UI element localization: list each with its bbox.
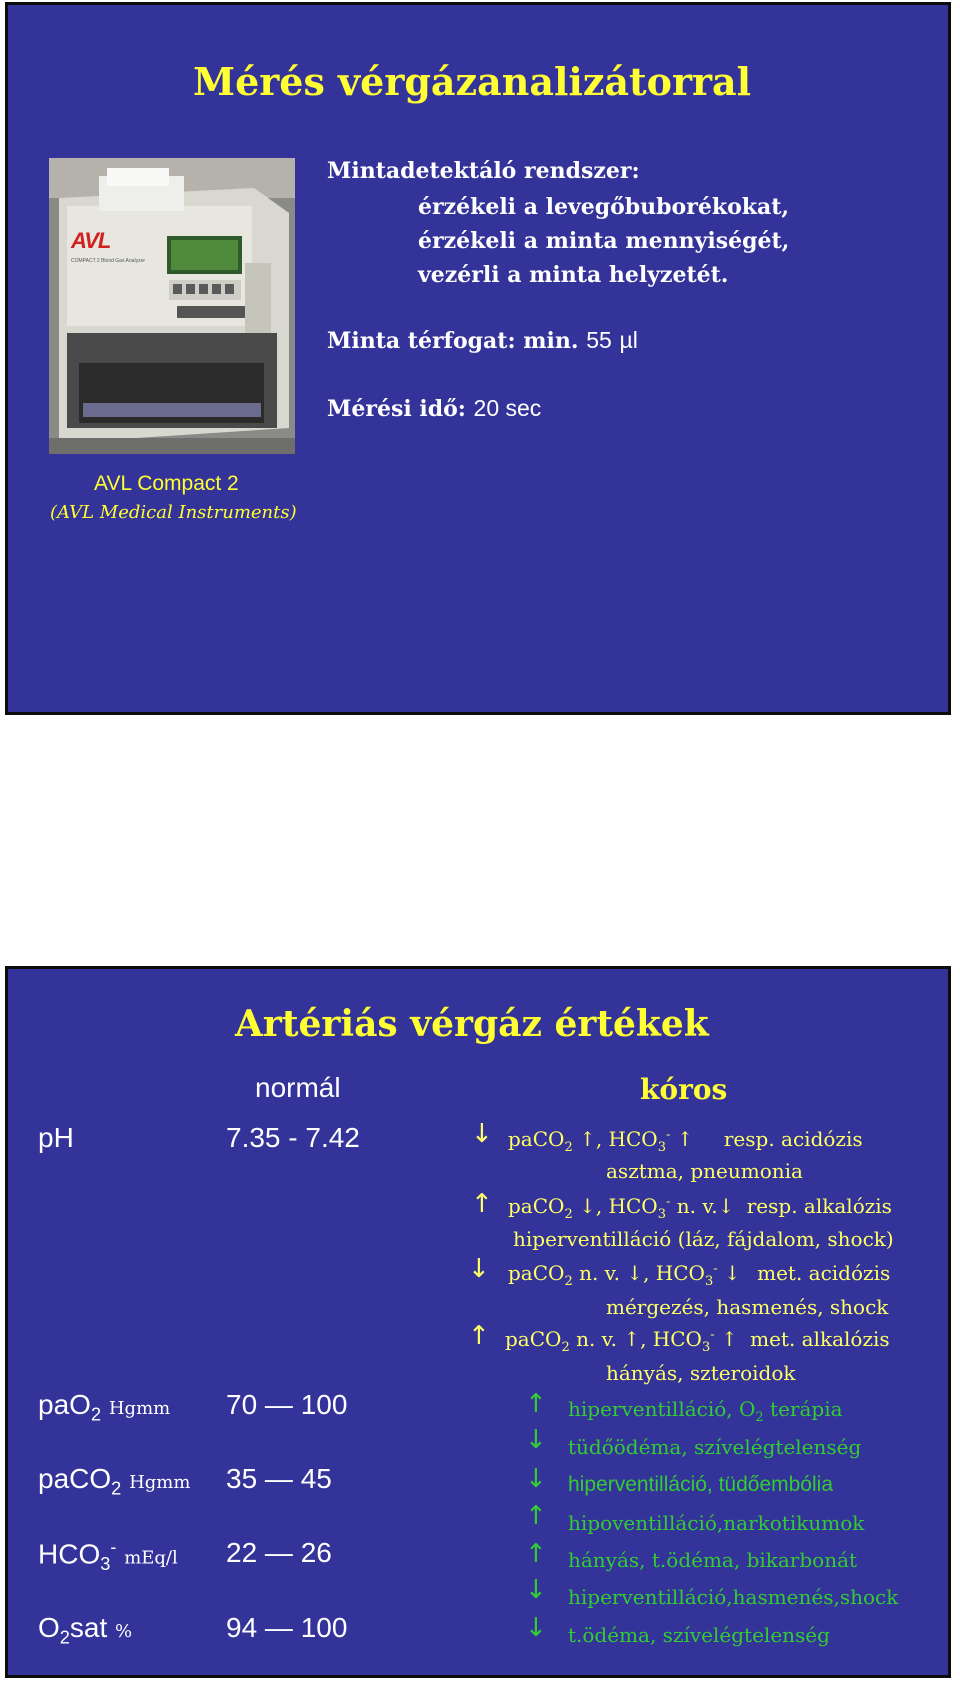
ph-range: 7.35 - 7.42 [226, 1122, 360, 1153]
bullet-3: vezérli a minta helyzetét. [418, 262, 729, 288]
sub-2: 2 [111, 1478, 122, 1499]
paco2-label-text: paCO [38, 1463, 112, 1494]
pao2-up-text: hiperventilláció, O [568, 1397, 756, 1421]
hco3-up-cause: hányás, t.ödéma, bikarbonát [568, 1548, 858, 1572]
hco3-up-arrow: ↑ [525, 1539, 547, 1569]
pao2-up-cause [568, 1397, 843, 1425]
ph-entry-3-hco3: n. v. ↓, HCO [572, 1261, 705, 1285]
sub-3: 3 [701, 1340, 711, 1355]
sub-2: 2 [564, 1207, 573, 1222]
o2sat-range: 94 — 100 [226, 1612, 348, 1643]
sup-minus: - [713, 1261, 718, 1277]
pao2-unit: Hgmm [108, 1398, 171, 1419]
pao2-up-arrow: ↑ [525, 1389, 547, 1419]
ph-entry-3-line1 [508, 1261, 890, 1289]
ph-entry-2-line2: hiperventilláció (láz, fájdalom, shock) [513, 1227, 894, 1251]
ph-entry-2-paco2: paCO [508, 1194, 565, 1218]
sup-minus: - [665, 1194, 671, 1210]
ph-entry-4-diagnosis: met. alkalózis [750, 1327, 890, 1351]
sample-volume [327, 327, 638, 354]
o2sat-down-arrow: ↓ [525, 1613, 547, 1643]
paco2-down-arrow: ↓ [525, 1464, 547, 1494]
o2sat-down-cause: t.ödéma, szívelégtelenség [568, 1623, 830, 1647]
measurement-time [327, 395, 541, 422]
paco2-down-cause: hiperventilláció, tüdőembólia [568, 1473, 833, 1496]
sub-2: 2 [564, 1274, 573, 1289]
slide-2 [5, 966, 951, 1678]
ph-entry-2-arrow: ↑ [471, 1189, 493, 1219]
ph-entry-2-diagnosis: resp. alkalózis [746, 1194, 892, 1218]
paco2-up-cause: hipoventilláció,narkotikumok [568, 1511, 865, 1535]
measurement-time-value: 20 sec [473, 395, 542, 421]
ph-entry-2-trend: n. v.↓ [670, 1194, 735, 1218]
sample-volume-label: Minta térfogat: min. [327, 328, 579, 354]
ph-entry-2-hco3: ↓, HCO [572, 1194, 658, 1218]
column-header-normal: normál [255, 1072, 341, 1103]
ph-entry-1-line2: asztma, pneumonia [606, 1159, 803, 1183]
pao2-range: 70 — 100 [226, 1389, 348, 1420]
ph-entry-3-arrow: ↓ [468, 1254, 490, 1284]
slide-2-title: Artériás vérgáz értékek [235, 1003, 709, 1045]
pao2-down-arrow: ↓ [525, 1425, 547, 1455]
o2sat-unit: % [115, 1621, 133, 1642]
ph-entry-4-line2: hányás, szteroidok [606, 1361, 796, 1385]
ph-entry-4-paco2: paCO [505, 1327, 562, 1351]
paco2-unit: Hgmm [129, 1472, 191, 1493]
hco3-range: 22 — 26 [226, 1537, 332, 1568]
caption-device: AVL Compact 2 [94, 472, 239, 495]
ph-entry-1-paco2: paCO [508, 1127, 565, 1151]
pao2-label-text: paO [38, 1389, 91, 1420]
paco2-label [38, 1463, 190, 1500]
paco2-up-arrow: ↑ [525, 1501, 547, 1531]
hco3-label-text: HCO [38, 1538, 101, 1570]
ph-entry-1-trend: ↑ [670, 1127, 694, 1151]
ph-label: pH [38, 1122, 74, 1153]
sub-3: 3 [657, 1140, 666, 1155]
sub-3: 3 [657, 1207, 666, 1222]
bullet-2: érzékeli a minta mennyiségét, [418, 228, 790, 254]
ph-entry-4-arrow: ↑ [468, 1321, 490, 1351]
column-header-koros: kóros [640, 1073, 728, 1106]
photo-brand-logo: AVL [71, 228, 111, 253]
sub-2: 2 [561, 1340, 570, 1355]
sample-volume-unit: µl [619, 327, 638, 353]
sample-volume-value: 55 [586, 327, 612, 353]
o2sat-label-tail: sat [69, 1612, 108, 1643]
hco3-down-arrow: ↓ [525, 1575, 547, 1605]
photo-model-label: COMPACT 2 Blood Gas Analyzer [71, 258, 146, 264]
analyzer-photo [49, 158, 295, 454]
hco3-unit: mEq/l [124, 1547, 178, 1569]
caption-maker: (AVL Medical Instruments) [50, 502, 297, 523]
o2sat-label [38, 1612, 132, 1649]
ph-entry-3-diagnosis: met. acidózis [757, 1261, 891, 1285]
o2sat-label-text: O [38, 1612, 60, 1643]
ph-entry-1-hco3: ↑, HCO [572, 1127, 658, 1151]
sup-minus: - [665, 1127, 671, 1143]
hco3-down-cause: hiperventilláció,hasmenés,shock [568, 1585, 899, 1609]
sub-2: 2 [90, 1404, 102, 1425]
analyzer-illustration [49, 158, 295, 454]
pao2-down-cause: tüdőödéma, szívelégtelenség [568, 1435, 862, 1459]
sup-minus: - [710, 1327, 715, 1343]
sub-2: 2 [755, 1410, 764, 1425]
ph-entry-3-line2: mérgezés, hasmenés, shock [606, 1295, 889, 1319]
sub-3: 3 [100, 1553, 111, 1574]
pao2-label [38, 1389, 170, 1426]
slide-1-title: Mérés vérgázanalizátorral [193, 59, 752, 104]
ph-entry-2-line1 [508, 1194, 892, 1222]
sub-3: 3 [704, 1274, 714, 1289]
ph-entry-3-paco2: paCO [508, 1261, 565, 1285]
sub-2: 2 [564, 1140, 573, 1155]
sup-minus: - [110, 1537, 117, 1557]
ph-entry-1-arrow: ↓ [471, 1119, 493, 1149]
slide-1 [5, 2, 951, 715]
pao2-up-tail: terápia [763, 1397, 843, 1421]
hco3-label [38, 1537, 178, 1575]
ph-entry-3-trend: ↓ [717, 1261, 741, 1285]
detector-heading: Mintadetektáló rendszer: [327, 158, 640, 184]
sub-2: 2 [59, 1627, 70, 1648]
measurement-time-label: Mérési idő: [327, 396, 466, 422]
ph-entry-4-trend: ↑ [714, 1327, 738, 1351]
bullet-1: érzékeli a levegőbuborékokat, [418, 194, 790, 220]
ph-entry-1-line1 [508, 1127, 863, 1155]
paco2-range: 35 — 45 [226, 1463, 332, 1494]
ph-entry-4-hco3: n. v. ↑, HCO [569, 1327, 702, 1351]
ph-entry-1-diagnosis: resp. acidózis [723, 1127, 863, 1151]
ph-entry-4-line1 [505, 1327, 890, 1355]
